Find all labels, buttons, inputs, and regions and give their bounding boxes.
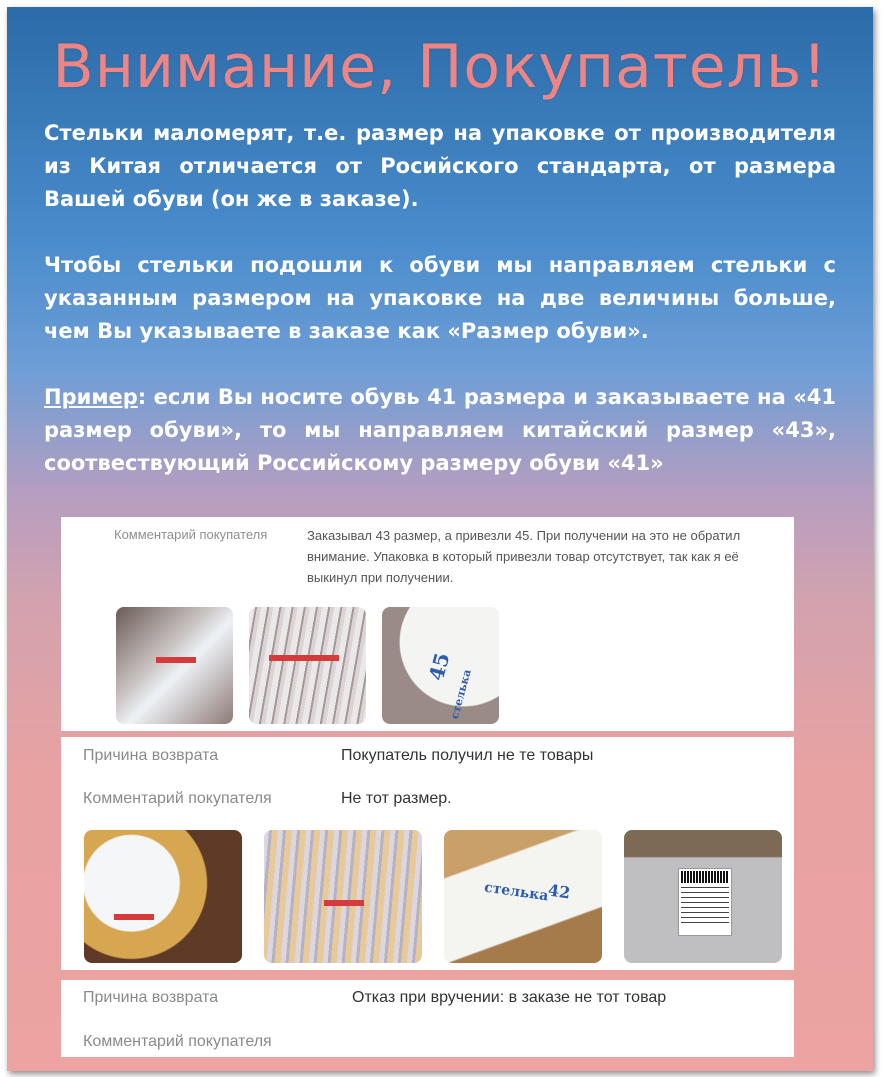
photo-size-text: 42 [546, 880, 572, 903]
review-panel-3 [61, 980, 794, 1057]
photo-red-band [324, 900, 364, 906]
comment-text: Не тот размер. [341, 790, 452, 807]
review-panel-2 [61, 737, 794, 970]
return-reason-label: Причина возврата [83, 747, 219, 764]
example-label: Пример [44, 385, 138, 409]
review-photo[interactable] [624, 830, 782, 963]
review-panel-1 [61, 517, 794, 731]
comment-label: Комментарий покупателя [83, 790, 272, 807]
page-title: Внимание, Покупатель! [52, 32, 828, 102]
paragraph-size-policy: Чтобы стельки подошли к обуви мы направляем стельки с указанным размером на упаковке на две величины больше, чем Вы указываете в заказе как «Размер обуви». [44, 253, 836, 343]
review-photo[interactable] [264, 830, 422, 963]
comment-label: Комментарий покупателя [83, 1033, 272, 1050]
photo-label-text: стелька [483, 879, 550, 905]
return-reason-value: Покупатель получил не те товары [341, 747, 594, 764]
review-photo[interactable] [382, 607, 499, 724]
return-reason-label: Причина возврата [83, 989, 219, 1006]
review-photo[interactable] [444, 830, 602, 963]
photo-red-band [269, 655, 339, 661]
review-photo[interactable] [116, 607, 233, 724]
photo-red-band [114, 914, 154, 920]
photo-size-text: 45 [424, 650, 455, 684]
paragraph-size-warning: Стельки маломерят, т.е. размер на упаковке от производителя из Китая отличается от Росийского стандарта, от размера Вашей обуви (он же в заказе). [44, 121, 836, 211]
review-photo[interactable] [84, 830, 242, 963]
photo-red-band [156, 657, 196, 663]
review-photo[interactable] [249, 607, 366, 724]
paragraph-example [44, 381, 836, 480]
comment-text: Заказывал 43 размер, а привезли 45. При получении на это не обратил внимание. Упаковка в который привезли товар отсутствует, так как я её выкинул при получении. [307, 528, 741, 585]
photo-label-text: стелька [448, 667, 474, 721]
return-reason-value: Отказ при вручении: в заказе не тот товар [352, 989, 667, 1006]
barcode-icon [681, 871, 729, 883]
example-text: : если Вы носите обувь 41 размера и заказываете на «41 размер обуви», то мы направляем китайский размер «43», соотвествующий Российскому размеру обуви «41» [44, 385, 836, 475]
label-lines [681, 887, 729, 927]
comment-label: Комментарий покупателя [114, 527, 268, 542]
shipping-label-sticker [678, 868, 732, 936]
